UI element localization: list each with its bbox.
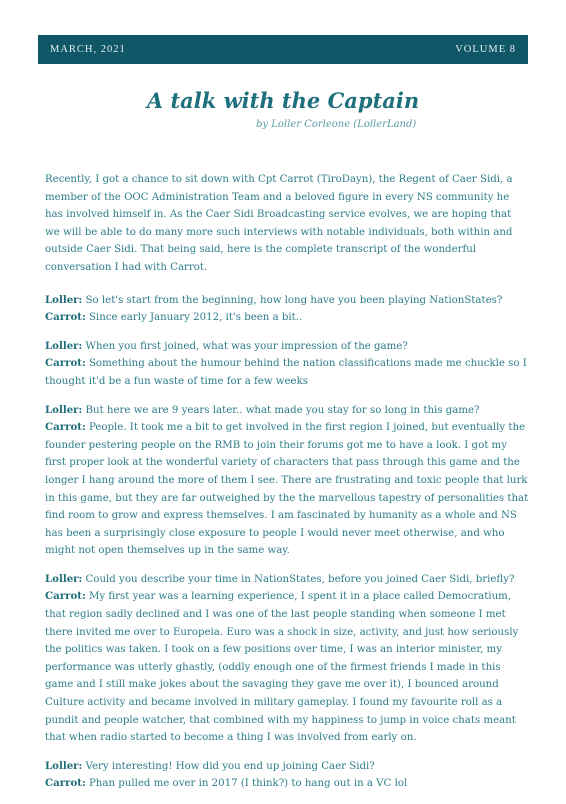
speaker-label: Loller: [45,572,83,585]
interview-exchange [45,338,529,391]
question-text: So let's start from the beginning, how long have you been playing NationStates? [82,294,503,306]
speaker-label: Loller: [45,403,83,416]
answer-text: Something about the humour behind the nation classifications made me chuckle so I thought it'd be a fun waste of time for a few weeks [45,358,527,387]
answer [45,419,529,560]
answer [45,309,529,327]
question [45,571,529,589]
interview-exchange [45,758,529,793]
article-body [45,171,529,804]
question-text: But here we are 9 years later.. what made you stay for so long in this game? [82,404,480,416]
interview-exchange [45,402,529,560]
header-bar [38,35,528,64]
speaker-label: Carrot: [45,421,86,434]
answer [45,355,529,390]
question [45,338,529,356]
article-title: A talk with the Captain [146,88,420,113]
answer-text: People. It took me a bit to get involved in the first region I joined, but eventually the founder pestering people on the RMB to join their forums got me to have a look. I got my first proper look at the wonderful variety of characters that pass through this game and the longer I hang around the more of them I see. There are frustrating and toxic people that lurk in this game, but they are far outweighed by the the marvellous tapestry of personalities that find room to grow and express themselves. I am fascinated by humanity as a whole and NS has been a surprisingly close exposure to people I would never meet otherwise, and who might not open themselves up in the same way. [45,422,529,557]
speaker-label: Carrot: [45,590,86,603]
article-byline: by Loller Corleone (LollerLand) [256,119,417,130]
speaker-label: Loller: [45,293,83,306]
speaker-label: Carrot: [45,357,86,370]
answer-text: My first year was a learning experience, I spent it in a place called Democratium, that region sadly declined and I was one of the last people standing when someone I met there invited me over to Europeia. Euro was a shock in size, activity, and just how seriously the politics was taken. I took on a few positions over time, I was an interior minister, my performance was utterly ghastly, (oddly enough one of the firmest friends I made in this game and I still make jokes about the savaging they gave me over it), I bounced around Culture activity and became involved in military gameplay. I found my favourite roll as a pundit and people watcher, that combined with my happiness to jump in voice chats meant that when radio started to become a thing I was involved from early on. [45,591,519,744]
answer-text: Phan pulled me over in 2017 (I think?) to hang out in a VC lol [85,778,408,790]
issue-date: MARCH, 2021 [50,44,126,55]
question [45,292,529,310]
answer [45,588,529,746]
question-text: Very interesting! How did you end up joining Caer Sidi? [82,760,375,772]
speaker-label: Loller: [45,759,83,772]
question-text: Could you describe your time in NationStates, before you joined Caer Sidi, briefly? [82,573,515,585]
issue-volume: VOLUME 8 [455,44,516,55]
answer [45,775,529,793]
answer-text: Since early January 2012, it's been a bit.. [85,312,303,324]
speaker-label: Loller: [45,339,83,352]
question [45,758,529,776]
interview-exchange [45,571,529,747]
interview-exchange [45,292,529,327]
question [45,402,529,420]
speaker-label: Carrot: [45,311,86,324]
question-text: When you first joined, what was your impression of the game? [82,340,408,352]
speaker-label: Carrot: [45,777,86,790]
intro-paragraph: Recently, I got a chance to sit down with Cpt Carrot (TiroDayn), the Regent of Caer Sidi, a member of the OOC Administration Team and a beloved figure in every NS community he has involved himself in. As the Caer Sidi Broadcasting service evolves, we are hoping that we will be able to do many more such interviews with notable individuals, both within and outside Caer Sidi. That being said, here is the complete transcript of the wonderful conversation I had with Carrot. [45,174,513,273]
